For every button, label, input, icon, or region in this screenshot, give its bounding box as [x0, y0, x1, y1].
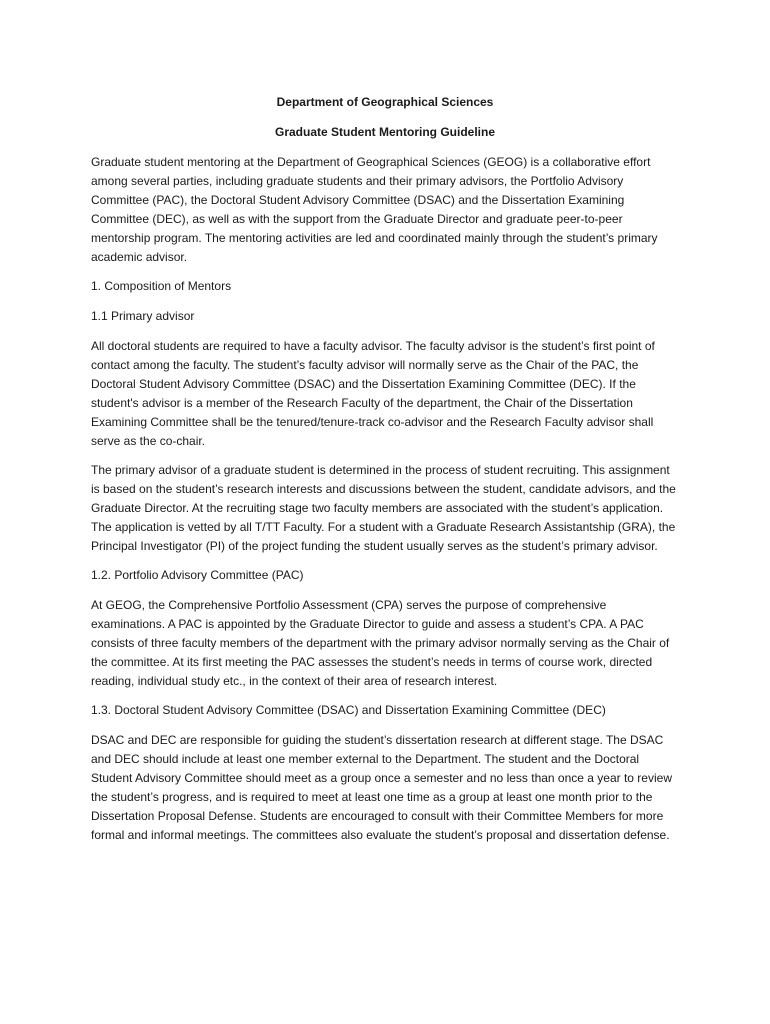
guideline-title: Graduate Student Mentoring Guideline [274, 125, 495, 139]
section-1-3-heading: 1.3. Doctoral Student Advisory Committee (DSAC) and Dissertation Examining Committee (DEC) [91, 703, 606, 717]
document-body [91, 93, 679, 855]
section-1-1-paragraph-2: The primary advisor of a graduate student is determined in the process of student recruiting. This assignment is based on the student’s research interests and discussions between the student, candidate advisors, and the Graduate Director. At the recruiting stage two faculty members are associated with the student’s application. The application is vetted by all T/TT Faculty. For a student with a Graduate Research Assistantship (GRA), the Principal Investigator (PI) of the project funding the student usually serves as the student’s primary advisor. [91, 463, 676, 553]
department-title: Department of Geographical Sciences [276, 95, 494, 109]
section-1-heading: 1. Composition of Mentors [91, 279, 232, 293]
section-1-1-paragraph-1: All doctoral students are required to have a faculty advisor. The faculty advisor is the student’s first point of contact among the faculty. The student’s faculty advisor will normally serve as the Chair of the PAC, the Doctoral Student Advisory Committee (DSAC) and the Dissertation Examining Committee (DEC). If the student's advisor is a member of the Research Faculty of the department, the Chair of the Dissertation Examining Committee shall be the tenured/tenure-track co-advisor and the Research Faculty advisor shall serve as the co-chair. [91, 339, 655, 448]
intro-paragraph: Graduate student mentoring at the Department of Geographical Sciences (GEOG) is a collaborative effort among several parties, including graduate students and their primary advisors, the Portfolio Advisory Committee (PAC), the Doctoral Student Advisory Committee (DSAC) and the Dissertation Examining Committee (DEC), as well as with the support from the Graduate Director and graduate peer-to-peer mentorship program. The mentoring activities are led and coordinated mainly through the student’s primary academic advisor. [91, 155, 658, 264]
section-1-3-paragraph: DSAC and DEC are responsible for guiding the student’s dissertation research at different stage. The DSAC and DEC should include at least one member external to the Department. The student and the Doctoral Student Advisory Committee should meet as a group once a semester and no less than once a year to review the student’s progress, and is required to meet at least one time as a group at least one month prior to the Dissertation Proposal Defense. Students are encouraged to consult with their Committee Members for more formal and informal meetings. The committees also evaluate the student’s proposal and dissertation defense. [91, 733, 672, 842]
section-1-2-heading: 1.2. Portfolio Advisory Committee (PAC) [91, 568, 304, 582]
section-1-1-heading: 1.1 Primary advisor [91, 309, 195, 323]
section-1-2-paragraph: At GEOG, the Comprehensive Portfolio Assessment (CPA) serves the purpose of comprehensive examinations. A PAC is appointed by the Graduate Director to guide and assess a student’s CPA. A PAC consists of three faculty members of the department with the primary advisor normally serving as the Chair of the committee. At its first meeting the PAC assesses the student’s needs in terms of course work, directed reading, individual study etc., in the context of their area of research interest. [91, 598, 670, 688]
